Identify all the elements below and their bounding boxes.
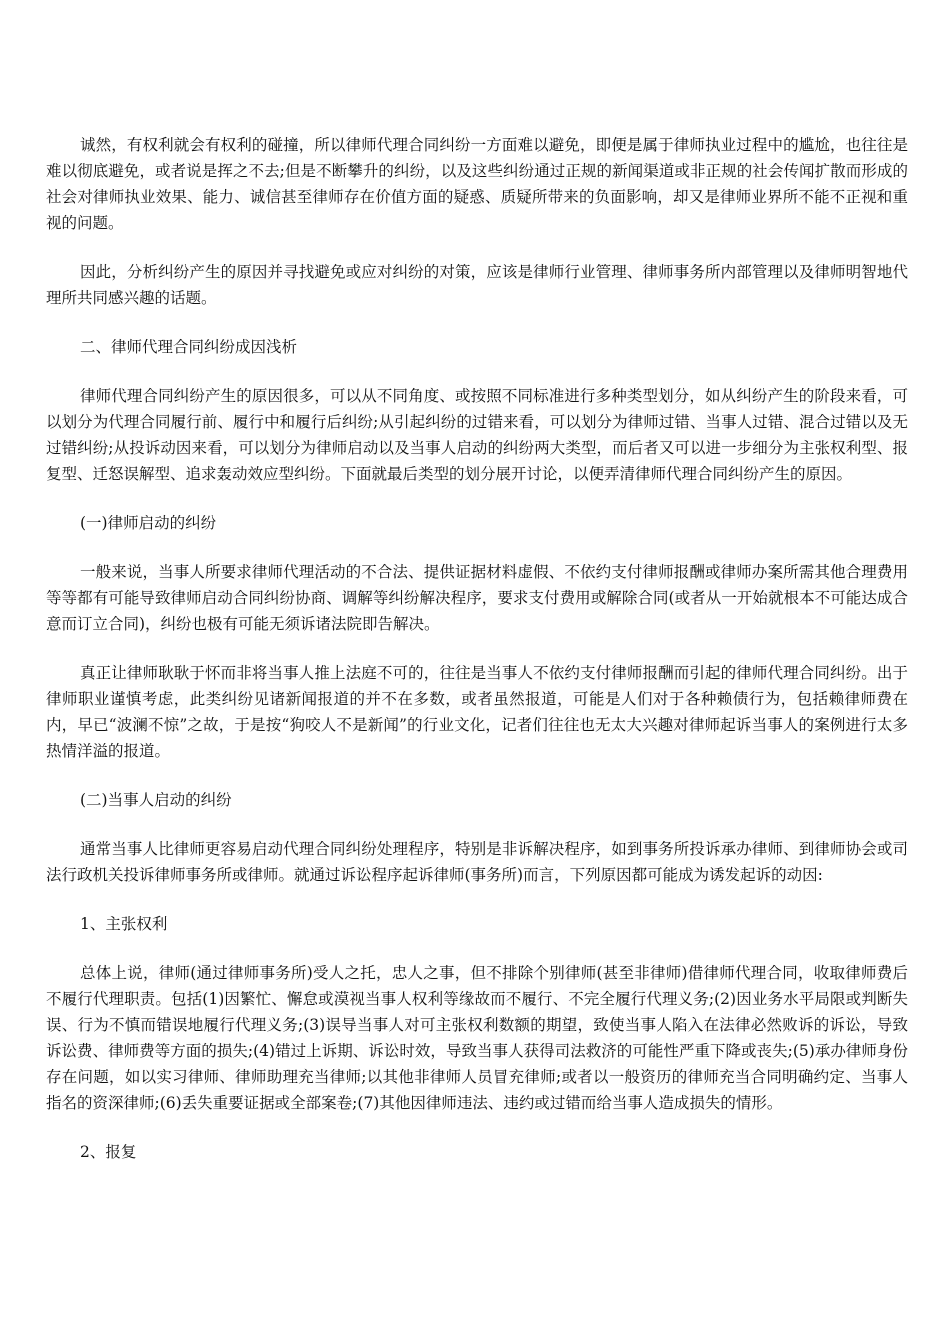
paragraph: 因此，分析纠纷产生的原因并寻找避免或应对纠纷的对策，应该是律师行业管理、律师事务所内部管理以及律师明智地代理所共同感兴趣的话题。 [46, 263, 908, 307]
paragraph: 真正让律师耿耿于怀而非将当事人推上法庭不可的，往往是当事人不依约支付律师报酬而引起的律师代理合同纠纷。出于律师职业谨慎考虑，此类纠纷见诸新闻报道的并不在多数，或者虽然报道，可能是人们对于各种赖债行为，包括赖律师费在内，早已“波澜不惊”之故，于是按“狗咬人不是新闻”的行业文化，记者们往往也无太大兴趣对律师起诉当事人的案例进行太多热情洋溢的报道。 [46, 664, 908, 760]
subsection-heading: (一)律师启动的纠纷 [80, 514, 217, 532]
item-heading: 1、主张权利 [80, 915, 168, 933]
paragraph: 诚然，有权利就会有权利的碰撞，所以律师代理合同纠纷一方面难以避免，即便是属于律师执业过程中的尴尬，也往往是难以彻底避免，或者说是挥之不去;但是不断攀升的纠纷，以及这些纠纷通过正规的新闻渠道或非正规的社会传闻扩散而形成的社会对律师执业效果、能力、诚信甚至律师存在价值方面的疑惑、质疑所带来的负面影响，却又是律师业界所不能不正视和重视的问题。 [46, 136, 908, 232]
paragraph: 一般来说，当事人所要求律师代理活动的不合法、提供证据材料虚假、不依约支付律师报酬或律师办案所需其他合理费用等等都有可能导致律师启动合同纠纷协商、调解等纠纷解决程序，要求支付费用或解除合同(或者从一开始就根本不可能达成合意而订立合同)，纠纷也极有可能无须诉诸法院即告解决。 [46, 563, 908, 633]
paragraph: 通常当事人比律师更容易启动代理合同纠纷处理程序，特别是非诉解决程序，如到事务所投诉承办律师、到律师协会或司法行政机关投诉律师事务所或律师。就通过诉讼程序起诉律师(事务所)而言，下列原因都可能成为诱发起诉的动因: [46, 840, 908, 884]
item-heading: 2、报复 [80, 1143, 137, 1161]
paragraph: 律师代理合同纠纷产生的原因很多，可以从不同角度、或按照不同标准进行多种类型划分，如从纠纷产生的阶段来看，可以划分为代理合同履行前、履行中和履行后纠纷;从引起纠纷的过错来看，可以划分为律师过错、当事人过错、混合过错以及无过错纠纷;从投诉动因来看，可以划分为律师启动以及当事人启动的纠纷两大类型，而后者又可以进一步细分为主张权利型、报复型、迁怒误解型、追求轰动效应型纠纷。下面就最后类型的划分展开讨论，以便弄清律师代理合同纠纷产生的原因。 [46, 387, 908, 483]
paragraph: 总体上说，律师(通过律师事务所)受人之托，忠人之事，但不排除个别律师(甚至非律师)借律师代理合同，收取律师费后不履行代理职责。包括(1)因繁忙、懈怠或漠视当事人权利等缘故而不履行、不完全履行代理义务;(2)因业务水平局限或判断失误、行为不慎而错误地履行代理义务;(3)误导当事人对可主张权利数额的期望，致使当事人陷入在法律必然败诉的诉讼，导致诉讼费、律师费等方面的损失;(4)错过上诉期、诉讼时效，导致当事人获得司法救济的可能性严重下降或丧失;(5)承办律师身份存在问题，如以实习律师、律师助理充当律师;以其他非律师人员冒充律师;或者以一般资历的律师充当合同明确约定、当事人指名的资深律师;(6)丢失重要证据或全部案卷;(7)其他因律师违法、违约或过错而给当事人造成损失的情形。 [46, 964, 908, 1112]
document-body [46, 132, 908, 1188]
section-heading: 二、律师代理合同纠纷成因浅析 [80, 338, 298, 356]
subsection-heading: (二)当事人启动的纠纷 [80, 791, 232, 809]
